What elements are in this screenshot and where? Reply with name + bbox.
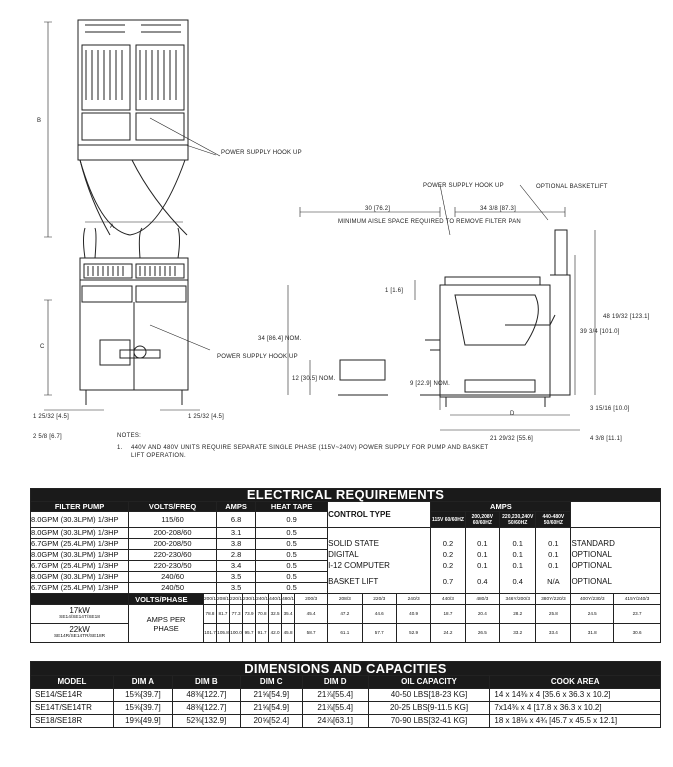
dims-cell: 21⅝[54.9] (240, 689, 302, 702)
control-type: SOLID STATE (328, 539, 431, 550)
dims-cell: 40-50 LBS[18-23 KG] (368, 689, 490, 702)
amps-per-phase-value: 24.2 (431, 624, 465, 643)
amps-per-phase-value: 70.8 (256, 605, 269, 624)
model-names: SE14R/SE14TR/SE18R (53, 634, 106, 639)
control-amp: 0.1 (536, 550, 571, 561)
control-note: OPTIONAL (571, 550, 661, 561)
dims-row (31, 689, 661, 702)
dim-a-label: A (110, 224, 115, 230)
power-supply-label-front: POWER SUPPLY HOOK UP (217, 354, 298, 360)
control-amp: N/A (536, 572, 571, 594)
amps-per-phase-value: 32.5 (269, 605, 282, 624)
header-amps-group: AMPS (431, 502, 571, 512)
dims-header: DIM D (302, 676, 368, 689)
control-type: DIGITAL (328, 550, 431, 561)
pump-heat: 0.5 (256, 528, 328, 539)
dims-cell: 24⅞[63.1] (302, 715, 368, 728)
note-item: 1. 440V AND 480V UNITS REQUIRE SEPARATE SINGLE PHASE (115V~240V) POWER SUPPLY FOR PUMP AND BASKET LIFT OPERATION. (117, 444, 491, 460)
dims-cell: 20⅝[52.4] (240, 715, 302, 728)
pump-amps: 3.8 (217, 539, 256, 550)
control-type: I-12 COMPUTER (328, 561, 431, 572)
amps-per-phase-value: 57.7 (362, 624, 396, 643)
model-kw: 17kW (69, 606, 90, 615)
volts-phase-col: 480/1 (282, 594, 295, 605)
amps-per-phase-value: 95.7 (243, 624, 256, 643)
amps-per-phase-label: AMPS PER PHASE (129, 605, 204, 643)
amps-per-phase-value: 30.6 (614, 624, 661, 643)
amps-per-phase-value: 105.8 (217, 624, 230, 643)
control-amp: 0.2 (431, 561, 465, 572)
control-amp: 0.1 (465, 539, 500, 550)
amps-per-phase-value: 18.7 (431, 605, 465, 624)
pump-heat: 0.5 (256, 539, 328, 550)
amps-per-phase-value: 42.0 (269, 624, 282, 643)
dims-cell: 48⅜[122.7] (172, 689, 240, 702)
fryer-plan-view (78, 20, 188, 235)
amps-per-phase-value: 58.7 (295, 624, 328, 643)
pump-volts: 115/60 (129, 512, 217, 528)
dims-header: DIM C (240, 676, 302, 689)
control-amp: 0.1 (465, 561, 500, 572)
dims-cell: 19⅝[49.9] (113, 715, 172, 728)
control-amp: 0.1 (500, 539, 536, 550)
dim-12: 12 [30.5] NOM. (292, 376, 336, 382)
dim-b-label: B (37, 118, 42, 124)
pump-heat: 0.5 (256, 572, 328, 583)
dim-3-1516: 3 15/16 [10.0] (590, 406, 630, 412)
pump-row: 6.7GPM (25.4LPM) 1/3HP (31, 583, 129, 594)
volts-phase-col: 400Y/230/3 (571, 594, 614, 605)
electrical-requirements-table (30, 488, 661, 643)
volts-phase-col: 440/1 (269, 594, 282, 605)
dims-title: DIMENSIONS AND CAPACITIES (31, 662, 661, 676)
pump-row: 8.0GPM (30.3LPM) 1/3HP (31, 550, 129, 561)
dims-row (31, 702, 661, 715)
pump-amps: 2.8 (217, 550, 256, 561)
amps-per-phase-value: 25.8 (536, 605, 571, 624)
dims-cell: 14 x 14⅜ x 4 [35.6 x 36.3 x 10.2] (490, 689, 661, 702)
volts-phase-col: 208/3 (328, 594, 362, 605)
control-amp: 0.2 (431, 550, 465, 561)
amps-per-phase-value: 23.7 (614, 605, 661, 624)
pump-volts: 200-208/60 (129, 528, 217, 539)
dim-48: 48 19/32 [123.1] (603, 314, 650, 320)
dims-cell: 15⅝[39.7] (113, 689, 172, 702)
dims-cell: 70-90 LBS[32-41 KG] (368, 715, 490, 728)
amps-per-phase-value: 40.9 (396, 605, 430, 624)
volts-phase-col: 440/3 (431, 594, 465, 605)
amp-col-head: 115V 60/60HZ (431, 512, 465, 528)
dims-row (31, 715, 661, 728)
fryer-front-view (80, 228, 188, 405)
volts-phase-col: 200/3 (295, 594, 328, 605)
amps-per-phase-value: 81.7 (217, 605, 230, 624)
pump-row: 8.0GPM (30.3LPM) 1/3HP (31, 528, 129, 539)
power-supply-label-top: POWER SUPPLY HOOK UP (221, 150, 302, 156)
control-amp: 0.4 (500, 572, 536, 594)
control-amp: 0.2 (431, 539, 465, 550)
dims-cell: 21⅞[55.4] (302, 702, 368, 715)
control-amp: 0.1 (465, 550, 500, 561)
notes (117, 432, 491, 460)
optional-basketlift-label: OPTIONAL BASKETLIFT (536, 184, 608, 190)
volts-phase-col: 380Y/220/3 (536, 594, 571, 605)
dims-cell: SE14T/SE14TR (31, 702, 114, 715)
pump-volts: 220-230/60 (129, 550, 217, 561)
amps-per-phase-value: 33.4 (536, 624, 571, 643)
pump-heat: 0.9 (256, 512, 328, 528)
dims-cell: 48⅜[122.7] (172, 702, 240, 715)
volts-phase-col: 208/1 (217, 594, 230, 605)
amps-per-phase-value: 33.2 (500, 624, 536, 643)
dims-cell: 20-25 LBS[9-11.5 KG] (368, 702, 490, 715)
dim-21: 21 29/32 [55.6] (490, 436, 534, 442)
pump-heat: 0.5 (256, 583, 328, 594)
control-amp: 0.4 (465, 572, 500, 594)
pump-volts: 220-230/50 (129, 561, 217, 572)
dims-cell: 21⅞[55.4] (302, 689, 368, 702)
dims-cell: SE18/SE18R (31, 715, 114, 728)
amps-per-phase-value: 26.5 (465, 624, 500, 643)
pump-amps: 6.8 (217, 512, 256, 528)
amps-per-phase-value: 24.5 (571, 605, 614, 624)
control-amp: 0.7 (431, 572, 465, 594)
control-amp: 0.1 (536, 539, 571, 550)
dims-header: MODEL (31, 676, 114, 689)
pump-amps: 3.5 (217, 572, 256, 583)
model-names: SE14/SE14T/SE18 (59, 615, 100, 620)
pump-row: 6.7GPM (25.4LPM) 1/3HP (31, 539, 129, 550)
header-volts-freq: VOLTS/FREQ (129, 502, 217, 512)
dimensions-capacities-table (30, 661, 661, 728)
control-type: BASKET LIFT (328, 572, 431, 594)
dims-header: DIM A (113, 676, 172, 689)
model-kw: 22kW (69, 625, 90, 634)
electrical-title: ELECTRICAL REQUIREMENTS (31, 489, 661, 502)
pump-amps: 3.4 (217, 561, 256, 572)
amps-per-phase-value: 101.7 (204, 624, 217, 643)
amps-per-phase-value: 35.4 (282, 605, 295, 624)
amp-col-head: 200,208V 60/60HZ (465, 512, 500, 528)
dim-1: 1 [1.6] (385, 288, 404, 294)
volts-phase-col: 240/3 (396, 594, 430, 605)
amps-per-phase-value: 20.4 (465, 605, 500, 624)
control-amp: 0.1 (536, 561, 571, 572)
dim-9: 9 [22.9] NOM. (410, 381, 450, 387)
amps-per-phase-value: 45.4 (295, 605, 328, 624)
dims-cell: 21⅝[54.9] (240, 702, 302, 715)
dim-1-2532-right: 1 25/32 [4.5] (188, 414, 224, 420)
pump-volts: 200-208/50 (129, 539, 217, 550)
control-amp: 0.1 (500, 550, 536, 561)
amps-per-phase-value: 31.8 (571, 624, 614, 643)
dim-2-58: 2 5/8 [6.7] (33, 434, 62, 440)
power-supply-label-side: POWER SUPPLY HOOK UP (423, 183, 504, 189)
header-filter-pump: FILTER PUMP (31, 502, 129, 512)
dims-cell: SE14/SE14R (31, 689, 114, 702)
dims-header: DIM B (172, 676, 240, 689)
control-note: OPTIONAL (571, 561, 661, 572)
amps-per-phase-value: 100.0 (230, 624, 243, 643)
dims-header: COOK AREA (490, 676, 661, 689)
pump-amps: 3.5 (217, 583, 256, 594)
control-note: OPTIONAL (571, 572, 661, 594)
volts-phase-col: 480/3 (465, 594, 500, 605)
header-control-type: CONTROL TYPE (328, 502, 431, 528)
dim-4-38: 4 3/8 [11.1] (590, 436, 622, 442)
amps-per-phase-value: 45.8 (282, 624, 295, 643)
volts-phase-label: VOLTS/PHASE (129, 594, 204, 605)
dim-34-38: 34 3/8 [87.3] (480, 206, 516, 212)
pump-row: 8.0GPM (30.3LPM) 1/3HP (31, 572, 129, 583)
pump-volts: 240/50 (129, 583, 217, 594)
amps-per-phase-value: 44.6 (362, 605, 396, 624)
pump-amps: 3.1 (217, 528, 256, 539)
pump-heat: 0.5 (256, 561, 328, 572)
volts-phase-col: 240/1 (256, 594, 269, 605)
dim-39: 39 3/4 [101.0] (580, 329, 620, 335)
dims-cell: 52⅜[132.9] (172, 715, 240, 728)
pump-heat: 0.5 (256, 550, 328, 561)
dim-c-label: C (40, 344, 45, 350)
control-amp: 0.1 (500, 561, 536, 572)
dim-34: 34 [86.4] NOM. (258, 336, 302, 342)
volts-phase-col: 415Y/240/3 (614, 594, 661, 605)
notes-title: NOTES: (117, 433, 142, 439)
amps-per-phase-value: 77.3 (230, 605, 243, 624)
note-text: 440V AND 480V UNITS REQUIRE SEPARATE SINGLE PHASE (115V~240V) POWER SUPPLY FOR PUMP AND BASKET LIFT OPERATION. (131, 445, 489, 459)
volts-phase-col: 220/1 (230, 594, 243, 605)
amp-col-head: 440-480V 50/60HZ (536, 512, 571, 528)
pump-row: 6.7GPM (25.4LPM) 1/3HP (31, 561, 129, 572)
volts-phase-col: 346Y/200/3 (500, 594, 536, 605)
dims-header: OIL CAPACITY (368, 676, 490, 689)
aisle-space-label: MINIMUM AISLE SPACE REQUIRED TO REMOVE FILTER PAN (338, 219, 521, 225)
volts-phase-col: 200/1 (204, 594, 217, 605)
amps-per-phase-value: 91.7 (256, 624, 269, 643)
volts-phase-col: 220/3 (362, 594, 396, 605)
dims-cell: 18 x 18⅛ x 4¾ [45.7 x 45.5 x 12.1] (490, 715, 661, 728)
dim-30: 30 [76.2] (365, 206, 391, 212)
pump-volts: 240/60 (129, 572, 217, 583)
header-heat-tape: HEAT TAPE (256, 502, 328, 512)
amps-per-phase-value: 47.2 (328, 605, 362, 624)
dim-d-label: D (510, 411, 515, 417)
header-amps: AMPS (217, 502, 256, 512)
amps-per-phase-value: 28.2 (500, 605, 536, 624)
amps-per-phase-value: 61.1 (328, 624, 362, 643)
amps-per-phase-value: 52.9 (396, 624, 430, 643)
amp-col-head: 220,230,240V 50/60HZ (500, 512, 536, 528)
volts-phase-col: 230/1 (243, 594, 256, 605)
pump-row: 8.0GPM (30.3LPM) 1/3HP (31, 512, 129, 528)
dims-cell: 15⅝[39.7] (113, 702, 172, 715)
dims-cell: 7x14⅜ x 4 [17.8 x 36.3 x 10.2] (490, 702, 661, 715)
amps-per-phase-value: 73.9 (243, 605, 256, 624)
amps-per-phase-value: 78.8 (204, 605, 217, 624)
dim-1-2532-left: 1 25/32 [4.5] (33, 414, 69, 420)
control-note: STANDARD (571, 539, 661, 550)
